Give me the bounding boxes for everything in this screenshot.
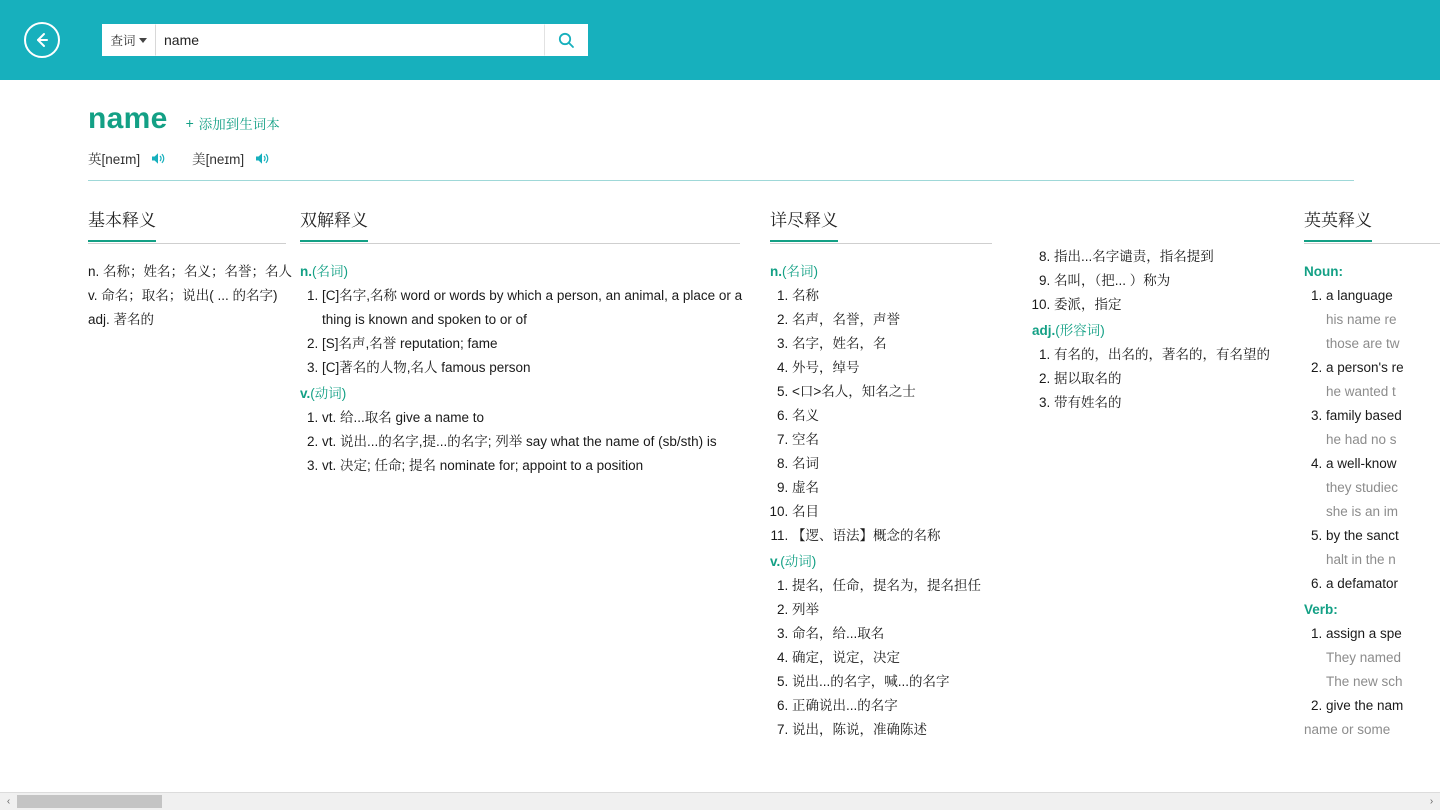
example-sentence: those are tw xyxy=(1326,336,1400,351)
sense-item: 3. 名字，姓名，名 xyxy=(792,332,1032,356)
sense-item: 5. by the sanct xyxy=(1326,524,1440,548)
example-sentence: The new sch xyxy=(1326,674,1403,689)
pos-heading xyxy=(300,260,770,284)
pos-abbr: n. xyxy=(300,264,312,279)
pos-abbr: v. xyxy=(770,554,781,569)
sense-list xyxy=(300,406,770,478)
example-sentence: he had no s xyxy=(1326,432,1397,447)
example-sentence: halt in the n xyxy=(1326,552,1396,567)
pos-heading xyxy=(770,260,1032,284)
add-to-vocabulary-button[interactable] xyxy=(186,113,280,133)
sense-list xyxy=(1304,284,1440,308)
scrollbar-thumb[interactable] xyxy=(17,795,162,808)
column-bilingual-title: 双解释义 xyxy=(300,209,368,242)
uk-speaker-icon[interactable] xyxy=(150,151,166,166)
column-bilingual xyxy=(300,209,770,478)
divider xyxy=(1304,243,1440,244)
column-english-english-title: 英英释义 xyxy=(1304,209,1372,242)
sense-list xyxy=(300,284,770,380)
pos-heading xyxy=(1032,319,1304,343)
sense-list xyxy=(770,574,1032,742)
column-basic-title: 基本释义 xyxy=(88,209,156,242)
sense-item: 2. give the nam xyxy=(1326,694,1440,718)
sense-item: 1. [C]名字,名称 word or words by which a person, an animal, a place or a thing is known and spoken to or of xyxy=(322,284,770,332)
sense-item: 9. 名叫，（把... ）称为 xyxy=(1054,269,1304,293)
sense-item: 7. 说出，陈说，准确陈述 xyxy=(792,718,1032,742)
sense-item: 2. vt. 说出...的名字,提...的名字; 列举 say what the name of (sb/sth) is xyxy=(322,430,770,454)
sense-list-continued xyxy=(1032,245,1304,317)
sense-item: 3. 命名，给...取名 xyxy=(792,622,1032,646)
sense-item: 4. 外号，绰号 xyxy=(792,356,1032,380)
sense-item: 6. 正确说出...的名字 xyxy=(792,694,1032,718)
pos-chinese: (形容词) xyxy=(1055,323,1105,338)
scrollbar-track[interactable] xyxy=(17,793,1423,810)
sense-item: 6. 名义 xyxy=(792,404,1032,428)
sense-item: 2. 名声，名誉，声誉 xyxy=(792,308,1032,332)
headword-row xyxy=(88,80,1440,136)
pos-chinese: (动词) xyxy=(780,554,817,569)
sense-item: 2. 据以取名的 xyxy=(1054,367,1304,391)
plus-icon: + xyxy=(185,115,194,131)
sense-list xyxy=(1304,622,1440,646)
add-to-vocabulary-label: 添加到生词本 xyxy=(198,117,280,132)
search-button[interactable] xyxy=(544,24,588,56)
top-toolbar xyxy=(0,0,1440,80)
sense-item: 3. vt. 决定; 任命; 提名 nominate for; appoint to a position xyxy=(322,454,770,478)
pos-heading xyxy=(300,382,770,406)
sense-item: 1. 有名的，出名的，著名的，有名望的 xyxy=(1054,343,1304,367)
sense-item: 6. a defamator xyxy=(1326,572,1440,596)
search-mode-dropdown[interactable] xyxy=(102,24,155,56)
pos-heading-verb: Verb: xyxy=(1304,602,1338,617)
divider xyxy=(88,243,286,244)
sense-item: 5. 说出...的名字，喊...的名字 xyxy=(792,670,1032,694)
pos-chinese: (名词) xyxy=(782,264,818,279)
phonetics-row xyxy=(88,148,1354,181)
example-sentence: they studiec xyxy=(1326,480,1399,495)
sense-list xyxy=(770,284,1032,548)
example-sentence: his name re xyxy=(1326,312,1397,327)
us-speaker-icon[interactable] xyxy=(254,151,270,166)
search-mode-label: 查词 xyxy=(110,34,136,48)
example-sentence: he wanted t xyxy=(1326,384,1396,399)
headword: name xyxy=(88,102,168,135)
dictionary-content xyxy=(0,80,1440,742)
scroll-right-arrow[interactable]: › xyxy=(1423,793,1440,810)
column-detailed-title: 详尽释义 xyxy=(770,209,838,242)
column-basic xyxy=(88,209,300,332)
arrow-left-icon xyxy=(32,30,52,50)
us-phonetic: 美[neɪm] xyxy=(192,152,245,167)
sense-list xyxy=(1304,694,1440,718)
magnifier-icon xyxy=(556,30,576,50)
chevron-down-icon xyxy=(139,38,147,43)
sense-item: 3. [C]著名的人物,名人 famous person xyxy=(322,356,770,380)
column-detailed xyxy=(770,209,1032,742)
column-detailed-continued xyxy=(1032,209,1304,415)
sense-item: 1. assign a spe xyxy=(1326,622,1440,646)
sense-list xyxy=(1304,404,1440,428)
pos-chinese: (名词) xyxy=(312,264,348,279)
sense-list xyxy=(1304,572,1440,596)
pos-heading-noun: Noun: xyxy=(1304,264,1343,279)
sense-list xyxy=(1304,356,1440,380)
sense-item: 1. 提名，任命，提名为，提名担任 xyxy=(792,574,1032,598)
divider xyxy=(770,243,992,244)
uk-phonetic: 英[neɪm] xyxy=(88,152,141,167)
scroll-left-arrow[interactable]: ‹ xyxy=(0,793,17,810)
example-sentence: she is an im xyxy=(1326,504,1399,519)
sense-item: 5. <口>名人，知名之士 xyxy=(792,380,1032,404)
definition-columns xyxy=(88,209,1440,742)
pos-heading xyxy=(770,550,1032,574)
sense-item: 10. 委派，指定 xyxy=(1054,293,1304,317)
divider xyxy=(300,243,740,244)
basic-sense: n. 名称；姓名；名义；名誉；名人 xyxy=(88,264,293,279)
sense-item: 3. 带有姓名的 xyxy=(1054,391,1304,415)
column-english-english xyxy=(1304,209,1440,742)
sense-item: 2. 列举 xyxy=(792,598,1032,622)
sense-item: 2. a person's re xyxy=(1326,356,1440,380)
sense-item: 1. vt. 给...取名 give a name to xyxy=(322,406,770,430)
pos-chinese: (动词) xyxy=(310,386,347,401)
sense-item: 4. a well-know xyxy=(1326,452,1440,476)
sense-list xyxy=(1304,524,1440,548)
sense-item: 7. 空名 xyxy=(792,428,1032,452)
search-input[interactable] xyxy=(155,24,544,56)
sense-item: 4. 确定，说定，决定 xyxy=(792,646,1032,670)
horizontal-scrollbar[interactable] xyxy=(0,792,1440,810)
example-sentence: They named xyxy=(1326,650,1402,665)
sense-item: 10. 名目 xyxy=(792,500,1032,524)
example-sentence: name or some xyxy=(1304,722,1391,737)
sense-item: 2. [S]名声,名誉 reputation; fame xyxy=(322,332,770,356)
sense-list xyxy=(1304,452,1440,476)
sense-item: 11. 【逻、语法】概念的名称 xyxy=(792,524,1032,548)
sense-item: 8. 指出...名字谴责，指名提到 xyxy=(1054,245,1304,269)
sense-item: 1. a language xyxy=(1326,284,1440,308)
pos-abbr: n. xyxy=(770,264,782,279)
pos-abbr: v. xyxy=(300,386,311,401)
pos-abbr: adj. xyxy=(1032,323,1056,338)
basic-sense: adj. 著名的 xyxy=(88,312,155,327)
back-button[interactable] xyxy=(24,22,60,58)
sense-item: 1. 名称 xyxy=(792,284,1032,308)
search-bar xyxy=(102,24,588,56)
sense-list xyxy=(1032,343,1304,415)
sense-item: 9. 虚名 xyxy=(792,476,1032,500)
basic-sense: v. 命名；取名；说出( ... 的名字) xyxy=(88,288,278,303)
sense-item: 8. 名词 xyxy=(792,452,1032,476)
sense-item: 3. family based xyxy=(1326,404,1440,428)
